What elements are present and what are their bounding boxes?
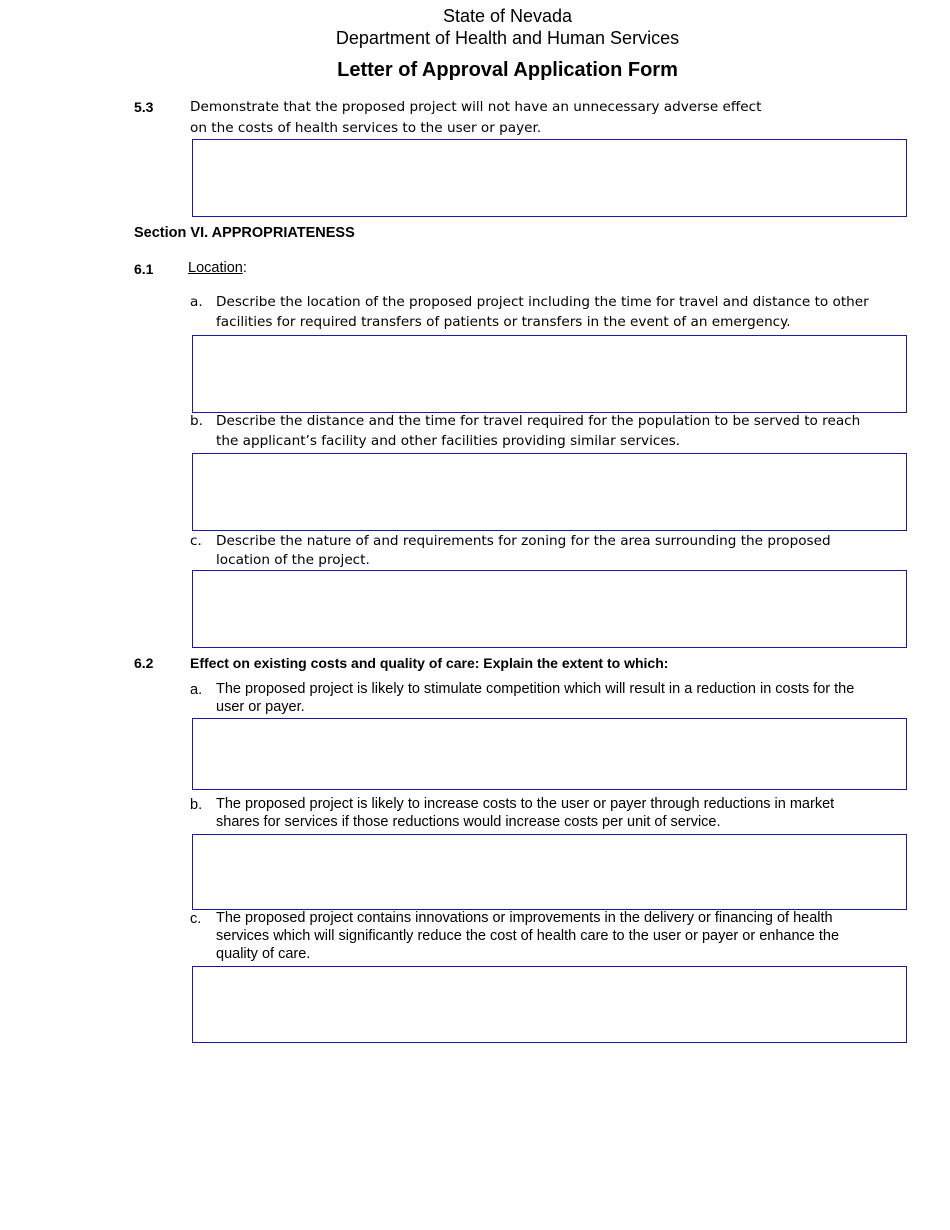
- answer-box-6-2-a[interactable]: [192, 718, 907, 790]
- item-6-2-b-line1: The proposed project is likely to increase costs to the user or payer through reductions in market: [216, 796, 835, 812]
- item-6-2-c-letter: c.: [190, 911, 202, 927]
- item-6-1-a-line2: facilities for required transfers of patients or transfers in the event of an emergency.: [216, 314, 791, 330]
- question-5-3-line2: on the costs of health services to the user or payer.: [190, 120, 542, 136]
- question-5-3-line1: Demonstrate that the proposed project will not have an unnecessary adverse effect: [190, 99, 762, 115]
- answer-box-6-1-a[interactable]: [192, 335, 907, 413]
- item-6-1-a-line1: Describe the location of the proposed project including the time for travel and distance to other: [216, 294, 869, 310]
- question-number-6-2: 6.2: [134, 655, 154, 671]
- item-6-1-a-letter: a.: [190, 294, 203, 310]
- section-6-title: Section VI. APPROPRIATENESS: [134, 225, 355, 241]
- location-label-text: Location: [188, 260, 243, 276]
- item-6-1-c-line1: Describe the nature of and requirements for zoning for the area surrounding the proposed: [216, 533, 831, 549]
- question-number-6-1: 6.1: [134, 261, 154, 277]
- item-6-1-b-letter: b.: [190, 413, 203, 429]
- answer-box-5-3[interactable]: [192, 139, 907, 217]
- item-6-2-a-line2: user or payer.: [216, 699, 305, 715]
- item-6-2-c-line2: services which will significantly reduce the cost of health care to the user or payer or enhance the: [216, 928, 840, 944]
- item-6-2-b-line2: shares for services if those reductions would increase costs per unit of service.: [216, 814, 721, 830]
- answer-box-6-1-b[interactable]: [192, 453, 907, 531]
- item-6-2-c-line3: quality of care.: [216, 946, 311, 962]
- form-title: Letter of Approval Application Form: [337, 59, 678, 81]
- item-6-1-c-letter: c.: [190, 533, 202, 549]
- header-department: Department of Health and Human Services: [335, 28, 680, 48]
- question-number-5-3: 5.3: [134, 99, 154, 115]
- item-6-2-c-line1: The proposed project contains innovations or improvements in the delivery or financing of health: [216, 910, 833, 926]
- item-6-1-b-line2: the applicant’s facility and other facilities providing similar services.: [216, 433, 681, 449]
- answer-box-6-1-c[interactable]: [192, 570, 907, 648]
- answer-box-6-2-c[interactable]: [192, 966, 907, 1043]
- answer-box-6-2-b[interactable]: [192, 834, 907, 910]
- location-label-colon: :: [242, 260, 247, 276]
- item-6-1-c-line2: location of the project.: [216, 552, 370, 568]
- item-6-2-a-line1: The proposed project is likely to stimulate competition which will result in a reduction in costs for the: [216, 681, 855, 697]
- question-6-2-heading: Effect on existing costs and quality of care: Explain the extent to which:: [190, 655, 669, 671]
- item-6-1-b-line1: Describe the distance and the time for travel required for the population to be served to reach: [216, 413, 861, 429]
- item-6-2-a-letter: a.: [190, 682, 203, 698]
- item-6-2-b-letter: b.: [190, 797, 203, 813]
- header-state: State of Nevada: [442, 6, 573, 26]
- location-label: [188, 260, 247, 276]
